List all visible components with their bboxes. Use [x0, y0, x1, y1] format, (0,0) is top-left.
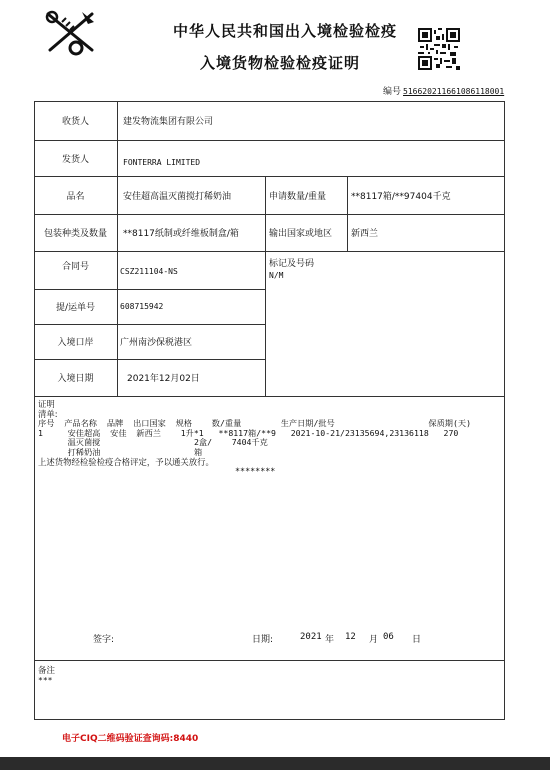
sign-month-unit: 月 — [369, 635, 379, 645]
sign-year: 2021 — [300, 632, 322, 642]
bill-label: 提/运单号 — [55, 303, 96, 313]
document-title-line2: 入境货物检验检疫证明 — [199, 54, 360, 72]
goods-list-row: 1 安佳超高 安佳 新西兰 1升*1 **8117箱/**9 2021-10-21/23135694,23136118 270 — [38, 427, 459, 438]
quantity-value: **8117箱/**97404千克 — [351, 191, 451, 202]
serial-label: 编号 — [383, 87, 402, 97]
sign-month: 12 — [345, 632, 356, 642]
remarks-label: 备注 — [38, 666, 56, 676]
date-label: 日期: — [252, 635, 274, 645]
packaging-label: 包装种类及数量 — [43, 229, 107, 239]
contract-label: 合同号 — [61, 261, 89, 272]
marks-label: 标记及号码 — [269, 259, 315, 269]
serial-number: 51662021166108611800​1 — [403, 87, 505, 96]
consignor-value: FONTERRA LIMITED — [123, 157, 201, 167]
product-label: 品名 — [66, 191, 85, 202]
list-label: 清单: — [38, 408, 58, 419]
end-stars: ******** — [235, 466, 276, 477]
row-divider — [34, 396, 505, 397]
entry-date-value: 2021年12月02日 — [127, 374, 200, 384]
taskbar-strip — [0, 757, 550, 770]
verification-code: 电子CIQ二维码验证查询码:8440 — [62, 734, 199, 744]
goods-list-header: 序号 产品名称 品牌 出口国家 规格 数/重量 生产日期/批号 保质期(天) — [38, 418, 472, 429]
row-divider — [34, 660, 505, 661]
packaging-value: **8117纸制或纤维板制盒/箱 — [123, 229, 239, 239]
sign-label: 签字: — [93, 635, 115, 645]
entry-date-label: 入境日期 — [57, 374, 94, 384]
document-title-line1: 中华人民共和国出入境检验检疫 — [172, 22, 397, 40]
port-value: 广州南沙保税港区 — [120, 338, 193, 348]
origin-value: 新西兰 — [351, 229, 379, 239]
product-value: 安佳超高温灭菌搅打稀奶油 — [123, 191, 232, 202]
consignee-value: 建发物流集团有限公司 — [123, 117, 214, 127]
marks-value: N/M — [269, 271, 284, 280]
origin-label: 输出国家或地区 — [269, 229, 333, 239]
contract-value: CSZ211104-NS — [120, 266, 178, 276]
quantity-label: 申请数量/重量 — [269, 191, 327, 202]
sign-year-unit: 年 — [325, 635, 335, 645]
qr-code-icon — [418, 28, 460, 70]
certificate-body — [38, 400, 506, 477]
remarks-value: *** — [38, 676, 53, 685]
ciq-emblem-icon — [42, 8, 100, 58]
goods-list-row-cont: 打稀奶油 箱 — [38, 446, 203, 457]
bill-value: 608715942 — [120, 302, 164, 311]
sign-day-unit: 日 — [412, 635, 422, 645]
port-label: 入境口岸 — [57, 338, 94, 348]
consignee-label: 收货人 — [61, 117, 89, 127]
serial-number-block — [383, 84, 504, 97]
remarks-block — [38, 666, 55, 686]
consignor-label: 发货人 — [61, 154, 89, 165]
goods-list-row-cont: 温灭菌搅 2盒/ 7404千克 — [38, 437, 268, 448]
sign-day: 06 — [383, 632, 394, 642]
row-divider — [34, 251, 505, 252]
certificate-heading: 证明 — [38, 399, 55, 409]
clearance-statement: 上述货物经检验检疫合格评定，予以通关放行。 — [38, 456, 214, 467]
